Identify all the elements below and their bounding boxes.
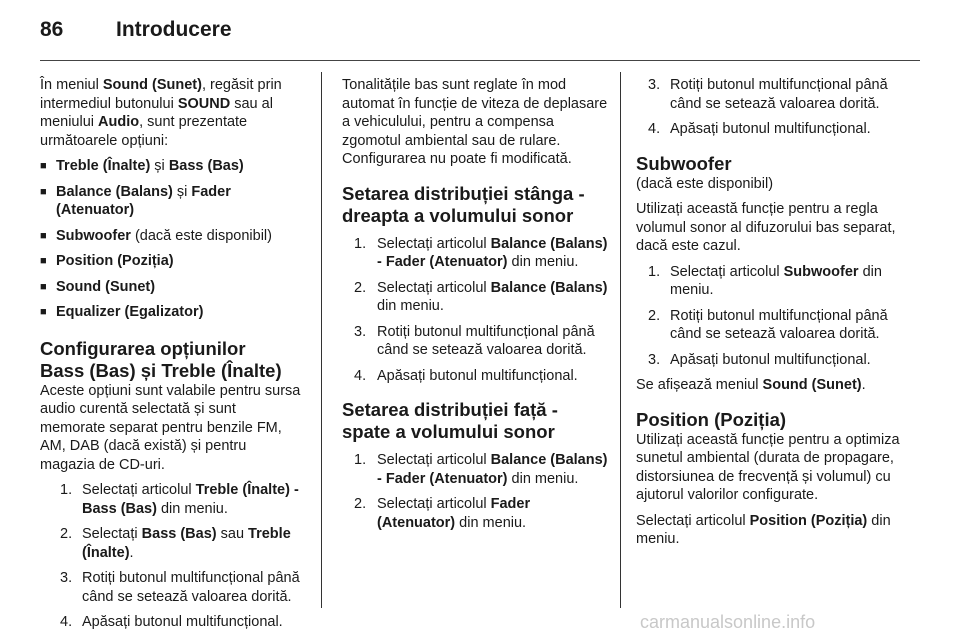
step-item: 1. Selectați articolul Balance (Balans) - Fader (Atenuator) din meniu. bbox=[354, 452, 608, 487]
subwoofer-paragraph: Utilizați această funcție pentru a regla volumul sonor al difuzorului bas separat, dacă este cazul. bbox=[636, 201, 896, 254]
step-item: 2. Selectați Bass (Bas) sau Treble (Înalte). bbox=[60, 526, 291, 561]
column-1 bbox=[40, 76, 304, 639]
section-paragraph: Aceste opțiuni sunt valabile pentru sursa audio curentă selectată și sunt memorate separat pentru benzile FM, AM, DAB (dacă există) și pentru magazia de CD-uri. bbox=[40, 382, 301, 473]
step-item: 2. Selectați articolul Fader (Atenuator) din meniu. bbox=[354, 496, 531, 531]
step-item: 3. Rotiți butonul multifuncțional până când se setează valoarea dorită. bbox=[60, 570, 300, 605]
watermark: carmanualsonline.info bbox=[640, 612, 816, 632]
option-bullet: ■ Equalizer (Egalizator) bbox=[40, 303, 304, 322]
section-heading: Configurarea opțiunilor Bass (Bas) și Treble (Înalte) bbox=[40, 337, 282, 381]
step-item: 2. Rotiți butonul multifuncțional până când se setează valoarea dorită. bbox=[648, 307, 888, 342]
column-3 bbox=[636, 76, 922, 556]
step-item: 1. Selectați articolul Balance (Balans) - Fader (Atenuator) din meniu. bbox=[354, 235, 608, 270]
step-item: 1. Selectați articolul Subwoofer din meniu. bbox=[648, 263, 882, 298]
option-bullet: ■ Subwoofer (dacă este disponibil) bbox=[40, 227, 304, 246]
section-heading-subwoofer: Subwoofer bbox=[636, 152, 732, 174]
option-bullet: ■ Treble (Înalte) și Bass (Bas) bbox=[40, 157, 304, 176]
option-bullet: ■ Balance (Balans) și Fader (Atenuator) bbox=[40, 183, 304, 220]
step-item: 4. Apăsați butonul multifuncțional. bbox=[648, 121, 871, 137]
step-item: 4. Apăsați butonul multifuncțional. bbox=[354, 367, 578, 384]
section-heading-balance: Setarea distribuției stânga - dreapta a volumului sonor bbox=[342, 182, 585, 226]
position-paragraph: Utilizați această funcție pentru a optimiza sunetul ambiental (durata de propagare, distorsiunea de frecvență și volumul) cu ajutorul valorilor configurate. bbox=[636, 431, 900, 503]
column-divider-1 bbox=[321, 72, 322, 608]
subwoofer-note: (dacă este disponibil) bbox=[636, 175, 774, 192]
header-divider bbox=[40, 60, 920, 61]
step-item: 3. Apăsați butonul multifuncțional. bbox=[648, 351, 871, 368]
column-2 bbox=[342, 76, 608, 539]
section-heading-position: Position (Poziția) bbox=[636, 408, 787, 430]
step-item: 1. Selectați articolul Treble (Înalte) - Bass (Bas) din meniu. bbox=[60, 482, 299, 517]
step-item: 3. Rotiți butonul multifuncțional până când se setează valoarea dorită. bbox=[648, 77, 888, 112]
page-title: Introducere bbox=[116, 18, 232, 41]
step-item: 4. Apăsați butonul multifuncțional. bbox=[60, 614, 283, 630]
option-bullet: ■ Position (Poziția) bbox=[40, 252, 304, 271]
column-divider-2 bbox=[620, 72, 621, 608]
page-number: 86 bbox=[40, 18, 64, 41]
subwoofer-result: Se afișează meniul Sound (Sunet). bbox=[636, 377, 866, 393]
step-item: 3. Rotiți butonul multifuncțional până când se setează valoarea dorită. bbox=[354, 323, 595, 358]
intro-paragraph: În meniul Sound (Sunet), regăsit prin intermediul butonului SOUND sau al meniului Audio, sunt prezentate următoarele opțiuni: bbox=[40, 77, 282, 149]
option-bullet: ■ Sound (Sunet) bbox=[40, 278, 304, 297]
step-item: 2. Selectați articolul Balance (Balans) din meniu. bbox=[354, 279, 608, 314]
bass-paragraph: Tonalitățile bas sunt reglate în mod automat în funcție de viteza de deplasare a vehiculului, pentru a compensa zgomotul ambiental sau de rulare. Configurarea nu poate fi modificată. bbox=[342, 77, 608, 167]
position-instruction: Selectați articolul Position (Poziția) din meniu. bbox=[636, 512, 891, 547]
section-heading-fader: Setarea distribuției față - spate a volumului sonor bbox=[342, 399, 558, 442]
